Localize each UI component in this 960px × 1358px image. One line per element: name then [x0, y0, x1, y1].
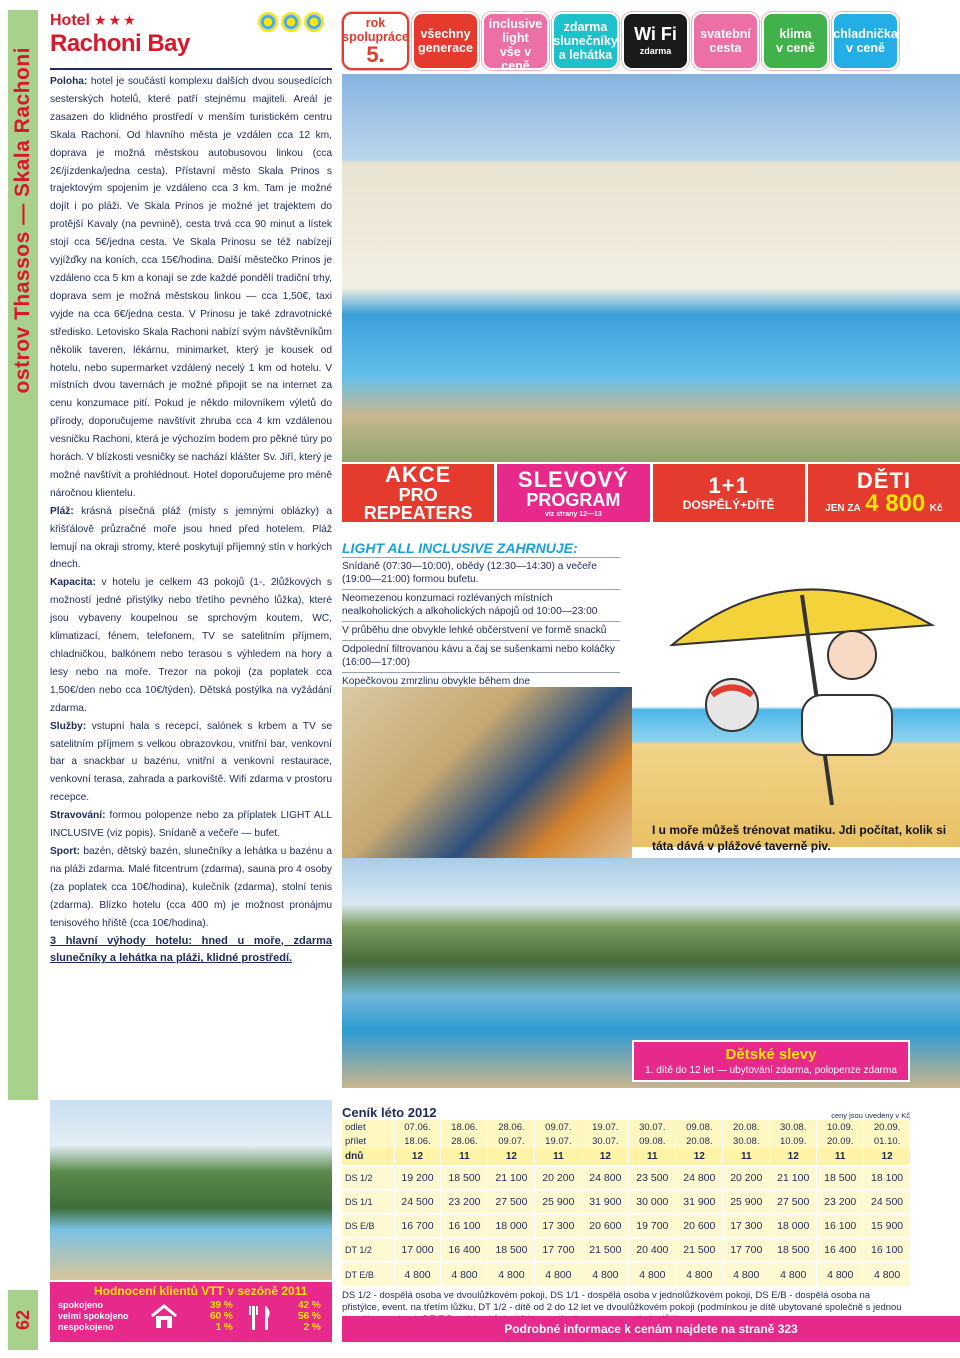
table-cell: 07.06.: [394, 1120, 441, 1134]
table-cell: 19.07.: [535, 1134, 582, 1148]
table-cell: 20 200: [723, 1166, 770, 1190]
list-item: Kopečkovou zmrzlinu obvykle během dne: [342, 673, 620, 692]
cartoon-caption: I u moře můžeš trénovat matiku. Jdi počítat, kolik si táta dává v plážové taverně piv.: [652, 823, 947, 853]
table-row: [342, 1148, 910, 1166]
accommodation-scores: 39 % 60 % 1 %: [210, 1300, 233, 1333]
table-cell: 16 100: [441, 1214, 488, 1238]
table-cell: 12: [582, 1148, 629, 1166]
heading-rule: [50, 68, 332, 70]
row-label: DS E/B: [342, 1214, 394, 1238]
table-cell: 18 500: [817, 1166, 864, 1190]
plaz-label: Pláž:: [50, 505, 74, 517]
table-cell: 23 500: [629, 1166, 676, 1190]
badge-fridge: chladnička v ceně: [832, 12, 899, 70]
badge-aircon: klima v ceně: [762, 12, 829, 70]
table-cell: 20.08.: [723, 1120, 770, 1134]
table-cell: 17 700: [535, 1238, 582, 1262]
table-row: [342, 1190, 910, 1214]
food-scores: 42 % 56 % 2 %: [298, 1300, 321, 1333]
table-cell: 4 800: [864, 1262, 910, 1286]
kids-discount-banner: [632, 1040, 910, 1082]
table-cell: 4 800: [770, 1262, 817, 1286]
table-cell: 17 000: [394, 1238, 441, 1262]
table-cell: 12: [864, 1148, 910, 1166]
plaz-text: krásná písečná pláž (místy s jemnými oblázky) a křišťálově průzračné moře jsou hned před hotelem. Pláž lemují na okraji stromy, které poskytují příjemný stín v horkých dnech.: [50, 505, 332, 571]
table-cell: 30.08.: [770, 1120, 817, 1134]
table-cell: 18.06.: [441, 1120, 488, 1134]
promo-adult-child: 1+1 DOSPĚLÝ+DÍTĚ: [653, 464, 805, 522]
table-cell: 11: [535, 1148, 582, 1166]
row-label: DS 1/1: [342, 1190, 394, 1214]
table-cell: 27 500: [770, 1190, 817, 1214]
table-cell: 4 800: [817, 1262, 864, 1286]
table-row: [342, 1262, 910, 1286]
sun-rating: [258, 12, 324, 32]
table-cell: 11: [629, 1148, 676, 1166]
table-cell: 19 200: [394, 1166, 441, 1190]
list-item: V průběhu dne obvykle lehké občerstvení ve formě snacků: [342, 622, 620, 641]
table-cell: 18 100: [864, 1166, 910, 1190]
promo-repeaters: AKCE PRO REPEATERS: [342, 464, 494, 522]
table-cell: 24 800: [676, 1166, 723, 1190]
sluzby-text: vstupní hala s recepcí, salónek s krbem a TV se satelitním příjmem s velkou obrazovkou, vnitřní bar, venkovní bar a snackbar u bazénu, vnitřní a venkovní restaurace, venkovní terasa, zahrada a parkoviště. Wifi zdarma v prostoru recepce.: [50, 720, 332, 804]
table-cell: 27 500: [488, 1190, 535, 1214]
promo-discount-program: SLEVOVÝ PROGRAM viz strany 12—13: [497, 464, 649, 522]
price-list: [342, 1102, 910, 1326]
table-cell: 20.09.: [864, 1120, 910, 1134]
table-cell: 09.08.: [629, 1134, 676, 1148]
sport-label: Sport:: [50, 845, 80, 857]
table-cell: 12: [394, 1148, 441, 1166]
row-label: dnů: [342, 1148, 394, 1166]
table-cell: 18.06.: [394, 1134, 441, 1148]
table-cell: 28.06.: [488, 1120, 535, 1134]
table-cell: 09.08.: [676, 1120, 723, 1134]
stravovani-label: Stravování:: [50, 810, 106, 822]
light-all-inclusive-title: LIGHT ALL INCLUSIVE ZAHRNUJE:: [342, 540, 578, 556]
table-cell: 20 400: [629, 1238, 676, 1262]
table-cell: 4 800: [582, 1262, 629, 1286]
price-list-title: Ceník léto 2012: [342, 1105, 437, 1120]
page-number: 62: [8, 1290, 38, 1350]
price-footnote: DS 1/2 - dospělá osoba ve dvoulůžkovém pokoji, DS 1/1 - dospělá osoba v jednolůžkovém pokoji, DS E/B - dospělá osoba na přistýlce, event. na třetím lůžku, DT 1/2 - dítě od 2 do 12 let ve dvoulůžkovém pokoji (podmínkou je dítě ubytované společně s jednou: [342, 1290, 902, 1313]
row-label: odlet: [342, 1120, 394, 1134]
promo-children-price: DĚTI JEN ZA 4 800 Kč: [808, 464, 960, 522]
table-cell: 25 900: [723, 1190, 770, 1214]
footer-info: Podrobné informace k cenám najdete na straně 323: [342, 1316, 960, 1342]
table-cell: 09.07.: [535, 1120, 582, 1134]
table-cell: 18 000: [488, 1214, 535, 1238]
table-cell: 4 800: [535, 1262, 582, 1286]
table-row: [342, 1238, 910, 1262]
hotel-label: Hotel: [50, 12, 90, 29]
table-cell: 30.07.: [629, 1120, 676, 1134]
table-cell: 16 100: [817, 1214, 864, 1238]
stravovani-text: formou polopenze nebo za příplatek LIGHT ALL INCLUSIVE (viz popis). Snídaně a večeře — bufet.: [50, 810, 332, 840]
price-table: [342, 1120, 910, 1286]
sluzby-label: Služby:: [50, 720, 87, 732]
sport-text: bazén, dětský bazén, slunečníky a lehátka u bazénu a na pláži zdarma. Malé fitcentrum (zdarma), sauna pro 4 osoby (za poplatek cca 10€/hodina), kulečník (zdarma), stolní tenis (zdarma). Blízko hotelu (cca 400 m) je možnost pronájmu tenisového hřiště (cca 10€/hodina).: [50, 845, 332, 929]
badge-honeymoon: svatební cesta: [692, 12, 759, 70]
table-cell: 30 000: [629, 1190, 676, 1214]
table-cell: 10.09.: [817, 1120, 864, 1134]
table-cell: 28.06.: [441, 1134, 488, 1148]
badge-generations: všechny generace: [412, 12, 479, 70]
table-cell: 21 100: [770, 1166, 817, 1190]
table-cell: 24 500: [394, 1190, 441, 1214]
cartoon-umbrella-icon: [632, 535, 960, 847]
poloha-text: hotel je součástí komplexu dalších dvou sousedících sesterských hotelů, které patří stejnému majiteli. Areál je zasazen do klidného prostředí v menším turistickém centru Skala Rachoni. Od hlavního města je vzdálen cca 12 km, doprava je možná městskou autobusovou linkou (cca 2€/jízdenka/jedna cesta). Přístavní město Skala Prinos s trajektovým spojením je vzdáleno cca 3 km. Tam je možné dojít i po pláži. Ve Skala Prinos je možné jet trajektem do protější Kavaly (na pevnině), cesta trvá cca 90 minut a lístek stojí cca 5€/jedna cesta. Ve Skala Prinosu se též nabízejí vyjížďky na koních, cca 15€/hodina. Další městečko Prinos je vzdáleno cca 5 km a konají se zde každé pondělí tradiční trhy, doprava sem je možná městskou linkou — cca 1,50€, taxi vyjde na cca 6€/jedna cesta. V Prinosu je také zdravotnické středisko. Letovisko Skala Rachoni nabízí svým návštěvníkům několik taveren, lékárnu, minimarket, který je kousek od hotelu, nebo supermarket vzdálený necelý 1 km od hotelu. V místních dvou tavernách je možné připojit se na internet za cenu konzumace pití. Pokud je někdo milovníkem výletů do přírody, doporučujeme navštívit zhruba cca 4 km vzdálenou vesničku Rachoni, která je výchozím bodem pro pěkné túry po horách. V blízkosti vesničky se nachází klášter Sv. Jiří, který je možné navštívit a prohlédnout. Hotel doporučujeme pro méně náročnou klientelu.: [50, 76, 332, 499]
accommodation-icon: [150, 1304, 178, 1330]
sun-icon: [281, 12, 301, 32]
table-cell: 17 700: [723, 1238, 770, 1262]
beach-cartoon: [632, 535, 960, 847]
table-cell: 19 700: [629, 1214, 676, 1238]
table-cell: 01.10.: [864, 1134, 910, 1148]
hotel-highlights: 3 hlavní výhody hotelu: hned u moře, zdarma slunečníky a lehátka na pláži, klidné prostředí.: [50, 934, 332, 965]
row-label: DT E/B: [342, 1262, 394, 1286]
table-cell: 20 200: [535, 1166, 582, 1190]
star-rating: ★★★: [94, 12, 138, 28]
table-cell: 25 900: [535, 1190, 582, 1214]
table-cell: 09.07.: [488, 1134, 535, 1148]
price-list-note: ceny jsou uvedeny v Kč: [831, 1111, 910, 1120]
table-cell: 4 800: [394, 1262, 441, 1286]
table-cell: 4 800: [441, 1262, 488, 1286]
table-cell: 18 500: [770, 1238, 817, 1262]
table-cell: 4 800: [723, 1262, 770, 1286]
table-cell: 10.09.: [770, 1134, 817, 1148]
table-cell: 30.08.: [723, 1134, 770, 1148]
rating-labels: spokojeno velmi spokojeno nespokojeno: [58, 1300, 129, 1332]
table-cell: 24 800: [582, 1166, 629, 1190]
list-item: Odpolední filtrovanou kávu a čaj se sušenkami nebo koláčky (16:00—17:00): [342, 641, 620, 673]
row-label: přílet: [342, 1134, 394, 1148]
table-cell: 30.07.: [582, 1134, 629, 1148]
table-cell: 17 300: [535, 1214, 582, 1238]
table-cell: 11: [723, 1148, 770, 1166]
hotel-pool-photo: [342, 74, 960, 462]
table-row: [342, 1134, 910, 1148]
list-item: Neomezenou konzumaci rozlévaných místních nealkoholických a alkoholických nápojů od 10:00—23:00: [342, 590, 620, 622]
table-cell: 21 500: [582, 1238, 629, 1262]
table-cell: 12: [488, 1148, 535, 1166]
table-cell: 31 900: [676, 1190, 723, 1214]
table-cell: 11: [817, 1148, 864, 1166]
table-cell: 19.07.: [582, 1120, 629, 1134]
table-cell: 16 400: [817, 1238, 864, 1262]
table-cell: 16 100: [864, 1238, 910, 1262]
table-cell: 18 500: [488, 1238, 535, 1262]
table-cell: 20 600: [676, 1214, 723, 1238]
table-cell: 16 400: [441, 1238, 488, 1262]
hotel-description: [50, 73, 332, 968]
shore-photo: [50, 1100, 332, 1280]
table-cell: 18 000: [770, 1214, 817, 1238]
kapacita-label: Kapacita:: [50, 577, 96, 589]
table-cell: 20 600: [582, 1214, 629, 1238]
table-cell: 4 800: [676, 1262, 723, 1286]
kids-discount-text: 1. dítě do 12 let — ubytování zdarma, polopenze zdarma: [645, 1065, 897, 1076]
table-cell: 15 900: [864, 1214, 910, 1238]
table-row: [342, 1166, 910, 1190]
table-row: [342, 1214, 910, 1238]
rating-title: Hodnocení klientů VTT v sezóně 2011: [94, 1284, 308, 1298]
client-rating: [50, 1282, 332, 1342]
row-label: DT 1/2: [342, 1238, 394, 1262]
sun-icon: [304, 12, 324, 32]
poloha-label: Poloha:: [50, 76, 88, 87]
table-cell: 18 500: [441, 1166, 488, 1190]
table-cell: 11: [441, 1148, 488, 1166]
kapacita-text: v hotelu je celkem 43 pokojů (1-, 2lůžkových s možností jedné přistýlky nebo třetího pevného lůžka), které jsou vybaveny koupelnou se sprchovým koutem, WC, klimatizací, fénem, telefonem, TV se satelitním příjmem, chladničkou, balkónem nebo terasou s výhledem na hory a lesy nebo na moře. Trezor na pokoji (za poplatek cca 1,50€/den nebo cca 10€/týden). Dětská postýlka na vyžádání zdarma.: [50, 577, 332, 714]
hotel-name: Rachoni Bay: [50, 30, 190, 57]
table-cell: 21 500: [676, 1238, 723, 1262]
sun-icon: [258, 12, 278, 32]
table-cell: 31 900: [582, 1190, 629, 1214]
list-item: Snídaně (07:30—10:00), obědy (12:30—14:30) a večeře (19:00—21:00) formou bufetu.: [342, 557, 620, 590]
table-cell: 20.09.: [817, 1134, 864, 1148]
table-cell: 20.08.: [676, 1134, 723, 1148]
row-label: DS 1/2: [342, 1166, 394, 1190]
table-cell: 21 100: [488, 1166, 535, 1190]
table-cell: 12: [676, 1148, 723, 1166]
feature-badges: [342, 2, 899, 73]
table-cell: 23 200: [441, 1190, 488, 1214]
table-cell: 16 700: [394, 1214, 441, 1238]
badge-umbrellas: zdarma slunečníky a lehátka: [552, 12, 619, 70]
table-cell: 17 300: [723, 1214, 770, 1238]
badge-wifi: Wi Fi zdarma: [622, 12, 689, 70]
table-cell: 4 800: [629, 1262, 676, 1286]
region-title: ostrov Thassos — Skala Rachoni: [11, 46, 34, 394]
table-cell: 4 800: [488, 1262, 535, 1286]
table-row: [342, 1120, 910, 1134]
cutlery-icon: [246, 1302, 276, 1332]
kids-discount-title: Dětské slevy: [725, 1046, 817, 1063]
light-all-inclusive-list: [342, 557, 620, 692]
badge-years: rok spolupráce 5.: [342, 12, 409, 70]
promo-tiles: [342, 464, 960, 522]
table-cell: 24 500: [864, 1190, 910, 1214]
table-cell: 12: [770, 1148, 817, 1166]
table-cell: 23 200: [817, 1190, 864, 1214]
badge-all-inclusive: all inclusive light vše v ceně: [482, 12, 549, 70]
